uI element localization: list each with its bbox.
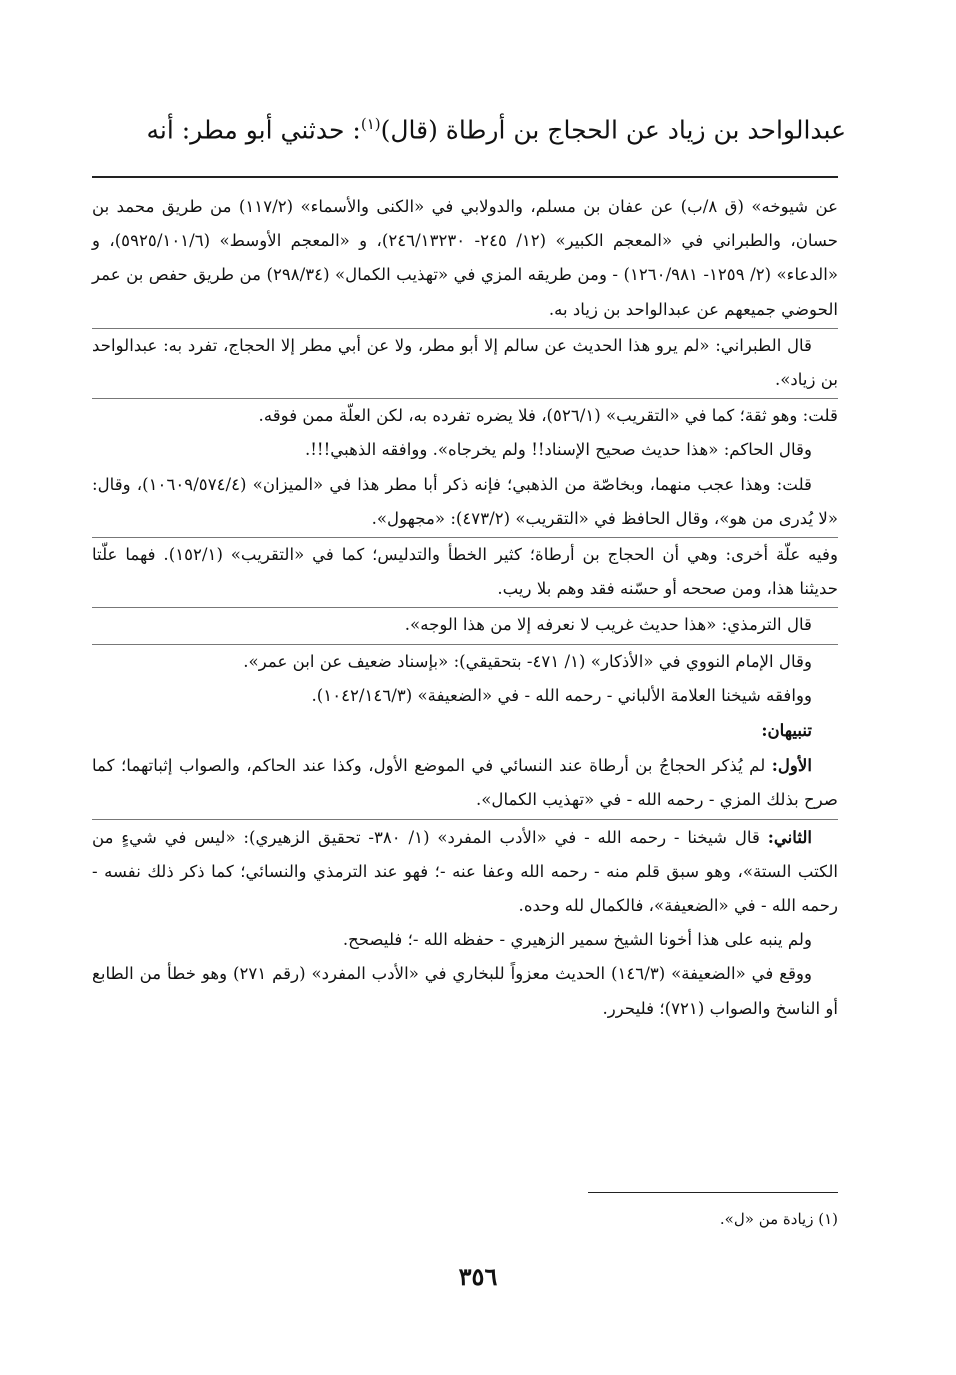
note-heading-tanbihan: تنبيهان: bbox=[761, 720, 812, 741]
note-paragraph-thiqa: قلت: وهو ثقة؛ كما في «التقريب» (٥٢٦/١)، فلا يضره تفرده به، لكن العلّة ممن فوقه. bbox=[258, 406, 838, 426]
note-paragraph-dhahabi: قلت: وهذا عجب منهما، وبخاصّة من الذهبي؛ فإنه ذكر أبا مطر هذا في «الميزان» (١٠٦٠٩/٥٧٤/٤)، وقال: «لا يُدرى من هو»، وقال الحافظ في «التقريب» (٤٧٣/٢): «مجهول». bbox=[92, 474, 838, 528]
footnote-separator bbox=[588, 1192, 838, 1193]
note-paragraph-first-remark bbox=[92, 748, 838, 817]
note-paragraph-correction: ووقع في «الضعيفة» (١٤٦/٣) الحديث معزواً للبخاري في «الأدب المفرد» (رقم ٢٧١) وهو خطأ من الطابع أو الناسخ والصواب (٧٢١)؛ فليحرر. bbox=[92, 964, 838, 1018]
main-text-end: : حدثني أبو مطر: أنه bbox=[146, 115, 361, 145]
note-paragraph-albani: ووافقه شيخنا العلامة الألباني - رحمه الله - في «الضعيفة» (١٠٤٢/١٤٦/٣). bbox=[311, 685, 812, 705]
footnote-separator-top bbox=[92, 176, 838, 178]
note-paragraph-tirmidhi: قال الترمذي: «هذا حديث غريب لا نعرفه إلا من هذا الوجه». bbox=[404, 615, 812, 635]
page-number: ٣٥٦ bbox=[458, 1262, 498, 1291]
note-paragraph-sources: عن شيوخه» (ق ٨/ب) عن عفان بن مسلم، والدولابي في «الكنى والأسماء» (١١٧/٢) من طريق محمد بن حسان، والطبراني في «المعجم الكبير» (١٢/ ٢٤٥- ٢٤٦/١٣٢٣٠)، و «المعجم الأوسط» (٥٩٢٥/١٠١/٦)، و «الدعاء» (٢/ ١٢٥٩- ١٢٦٠/٩٨١) - ومن طريقه المزي في «تهذيب الكمال» (٢٩٨/٣٤) من طريق حفص بن عمر الحوضي جميعهم عن عبدالواحد بن زياد به. bbox=[92, 197, 839, 319]
note-paragraph-tabarani: قال الطبراني: «لم يرو هذا الحديث عن سالم إلا أبو مطر، ولا عن أبي مطر إلا الحجاج، تفرد به: عبدالواحد بن زياد». bbox=[92, 335, 838, 390]
note-paragraph-hakim: وقال الحاكم: «هذا حديث صحيح الإسناد!! ولم يخرجاه». ووافقه الذهبي!!!. bbox=[304, 440, 812, 460]
main-text-start: عبدالواحد بن زياد عن الحجاج بن أرطاة (قال) bbox=[380, 115, 846, 145]
first-label: الأول: bbox=[771, 755, 812, 776]
note-paragraph-second-remark bbox=[92, 820, 838, 924]
main-text-line bbox=[80, 104, 846, 150]
note-paragraph-nawawi: وقال الإمام النووي في «الأذكار» (١/ ٤٧١- بتحقيقي): «بإسناد ضعيف عن ابن عمر». bbox=[243, 651, 812, 671]
note-paragraph-zuhairi: ولم ينبه على هذا أخونا الشيخ سمير الزهيري - حفظه الله -؛ فليصحح. bbox=[342, 930, 812, 950]
footnote-marker: (١) bbox=[360, 115, 381, 133]
first-remark-text: لم يُذكر الحجاجُ بن أرطاة عند النسائي في الموضع الأول، وكذا عند الحاكم، والصواب إثباتهما؛ كما صرح بذلك المزي - رحمه الله - في «تهذيب الكمال». bbox=[92, 756, 838, 810]
second-remark-text: قال شيخنا - رحمه الله - في «الأدب المفرد» (١/ ٣٨٠- تحقيق الزهيري): «ليس في شيءٍ من الكتب الستة»، وهو سبق قلم منه - رحمه الله وعفا عنه -؛ فهو عند الترمذي والنسائي؛ كما ذكر ذلك نفسه - رحمه الله - في «الضعيفة»، فالكمال لله وحده. bbox=[92, 827, 838, 916]
note-paragraph-illa: وفيه علّة أخرى: وهي أن الحجاج بن أرطاة؛ كثير الخطأ والتدليس؛ كما في «التقريب» (١٥٢/١). فهما علّتا حديثنا هذا، ومن صححه أو حسّنه فقد وهم بلا ريب. bbox=[92, 545, 838, 599]
commentary-notes bbox=[92, 190, 838, 1026]
second-label: الثاني: bbox=[767, 826, 812, 847]
footnote: (١) زيادة من «ل». bbox=[719, 1210, 838, 1228]
